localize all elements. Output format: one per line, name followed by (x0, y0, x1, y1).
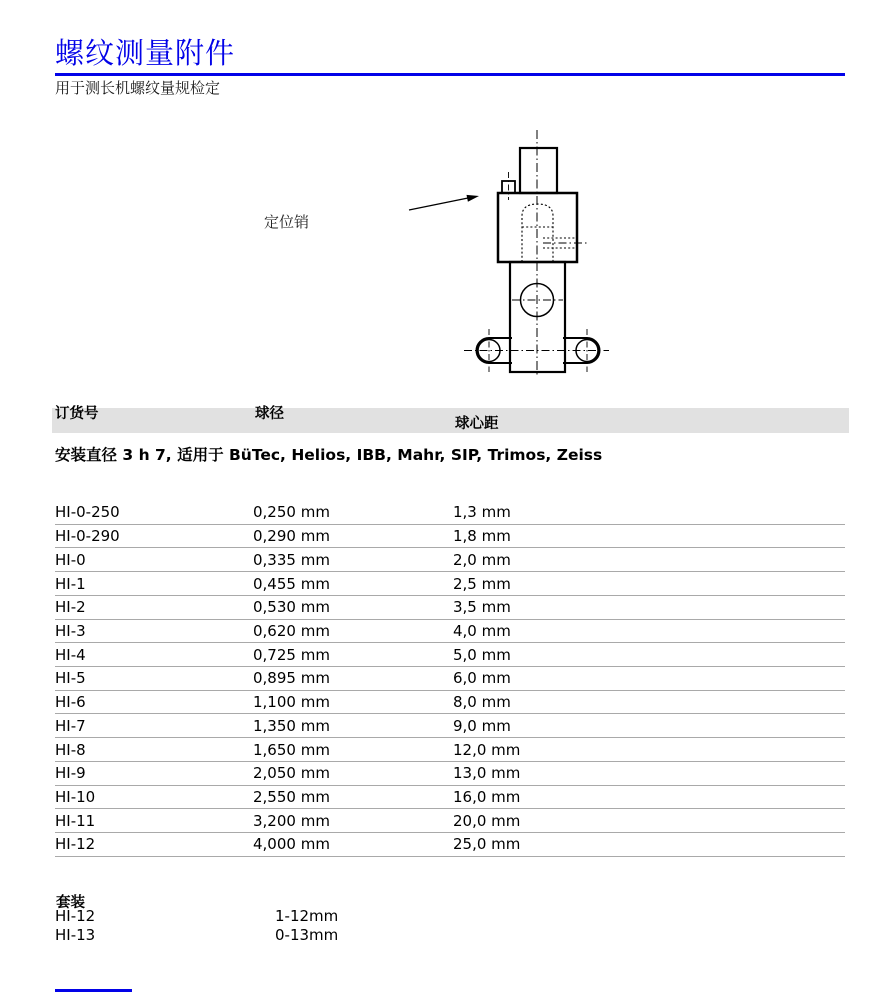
next-section-rule (55, 989, 132, 992)
set-row (55, 926, 555, 945)
table-row (55, 501, 845, 525)
table-row (55, 786, 845, 810)
table-row (55, 572, 845, 596)
cell-ball-diameter: 0,290 mm (253, 527, 330, 546)
cell-ball-diameter: 1,350 mm (253, 716, 330, 735)
cell-ball-diameter: 1,100 mm (253, 693, 330, 712)
cell-order-number: HI-12 (55, 835, 96, 854)
callout-arrow-head (467, 195, 480, 202)
cell-ball-diameter: 2,550 mm (253, 787, 330, 806)
table-row (55, 691, 845, 715)
neck-rect (520, 148, 557, 193)
cell-order-number: HI-9 (55, 764, 86, 783)
sets-heading: 套装 (56, 895, 85, 911)
cell-center-distance: 2,5 mm (453, 574, 511, 593)
cell-ball-diameter: 0,530 mm (253, 598, 330, 617)
table-row (55, 525, 845, 549)
cell-order-number: HI-2 (55, 598, 86, 617)
cell-order-number: HI-0-290 (55, 527, 120, 546)
cell-order-number: HI-8 (55, 740, 86, 759)
mounting-note: 安装直径 3 h 7, 适用于 BüTec, Helios, IBB, Mahr, SIP, Trimos, Zeiss (55, 446, 603, 464)
cell-center-distance: 3,5 mm (453, 598, 511, 617)
column-header-center-distance: 球心距 (455, 416, 499, 432)
cell-center-distance: 16,0 mm (453, 787, 521, 806)
cell-ball-diameter: 0,250 mm (253, 503, 330, 522)
set-row (55, 907, 555, 926)
cell-order-number: HI-7 (55, 716, 86, 735)
page-title: 螺纹测量附件 (55, 38, 236, 70)
set-cell-range: 1-12mm (275, 907, 339, 926)
set-cell-order-number: HI-13 (55, 925, 96, 944)
table-row (55, 548, 845, 572)
cell-order-number: HI-11 (55, 811, 96, 830)
product-table-body (55, 501, 845, 857)
figure-callout-label: 定位销 (264, 215, 310, 231)
cell-ball-diameter: 0,895 mm (253, 669, 330, 688)
table-row (55, 738, 845, 762)
cell-ball-diameter: 0,455 mm (253, 574, 330, 593)
cell-center-distance: 20,0 mm (453, 811, 521, 830)
cell-center-distance: 6,0 mm (453, 669, 511, 688)
set-cell-range: 0-13mm (275, 925, 339, 944)
column-header-order-number: 订货号 (55, 406, 99, 422)
table-row (55, 714, 845, 738)
cell-order-number: HI-0 (55, 550, 86, 569)
cell-ball-diameter: 2,050 mm (253, 764, 330, 783)
cell-ball-diameter: 3,200 mm (253, 811, 330, 830)
cell-order-number: HI-3 (55, 621, 86, 640)
technical-drawing (255, 122, 620, 384)
table-row (55, 620, 845, 644)
cell-order-number: HI-1 (55, 574, 86, 593)
cell-center-distance: 2,0 mm (453, 550, 511, 569)
sets-body (55, 907, 555, 944)
cell-order-number: HI-4 (55, 645, 86, 664)
cell-order-number: HI-0-250 (55, 503, 120, 522)
cell-ball-diameter: 0,620 mm (253, 621, 330, 640)
table-row (55, 643, 845, 667)
cell-center-distance: 4,0 mm (453, 621, 511, 640)
cell-center-distance: 1,8 mm (453, 527, 511, 546)
cell-center-distance: 9,0 mm (453, 716, 511, 735)
cell-center-distance: 5,0 mm (453, 645, 511, 664)
set-cell-order-number: HI-12 (55, 907, 96, 926)
table-row (55, 596, 845, 620)
table-row (55, 762, 845, 786)
table-row (55, 809, 845, 833)
cell-ball-diameter: 0,335 mm (253, 550, 330, 569)
cell-order-number: HI-5 (55, 669, 86, 688)
cell-order-number: HI-6 (55, 693, 86, 712)
cell-center-distance: 8,0 mm (453, 693, 511, 712)
title-rule (55, 73, 845, 76)
cell-center-distance: 1,3 mm (453, 503, 511, 522)
page-subtitle: 用于测长机螺纹量规检定 (55, 81, 221, 97)
callout-arrow-line (409, 198, 468, 210)
cell-ball-diameter: 1,650 mm (253, 740, 330, 759)
cell-center-distance: 12,0 mm (453, 740, 521, 759)
table-row (55, 833, 845, 857)
table-header-band (52, 408, 849, 433)
cell-order-number: HI-10 (55, 787, 96, 806)
cell-center-distance: 13,0 mm (453, 764, 521, 783)
table-row (55, 667, 845, 691)
cell-ball-diameter: 4,000 mm (253, 835, 330, 854)
cell-center-distance: 25,0 mm (453, 835, 521, 854)
cell-ball-diameter: 0,725 mm (253, 645, 330, 664)
column-header-ball-diameter: 球径 (255, 406, 284, 422)
